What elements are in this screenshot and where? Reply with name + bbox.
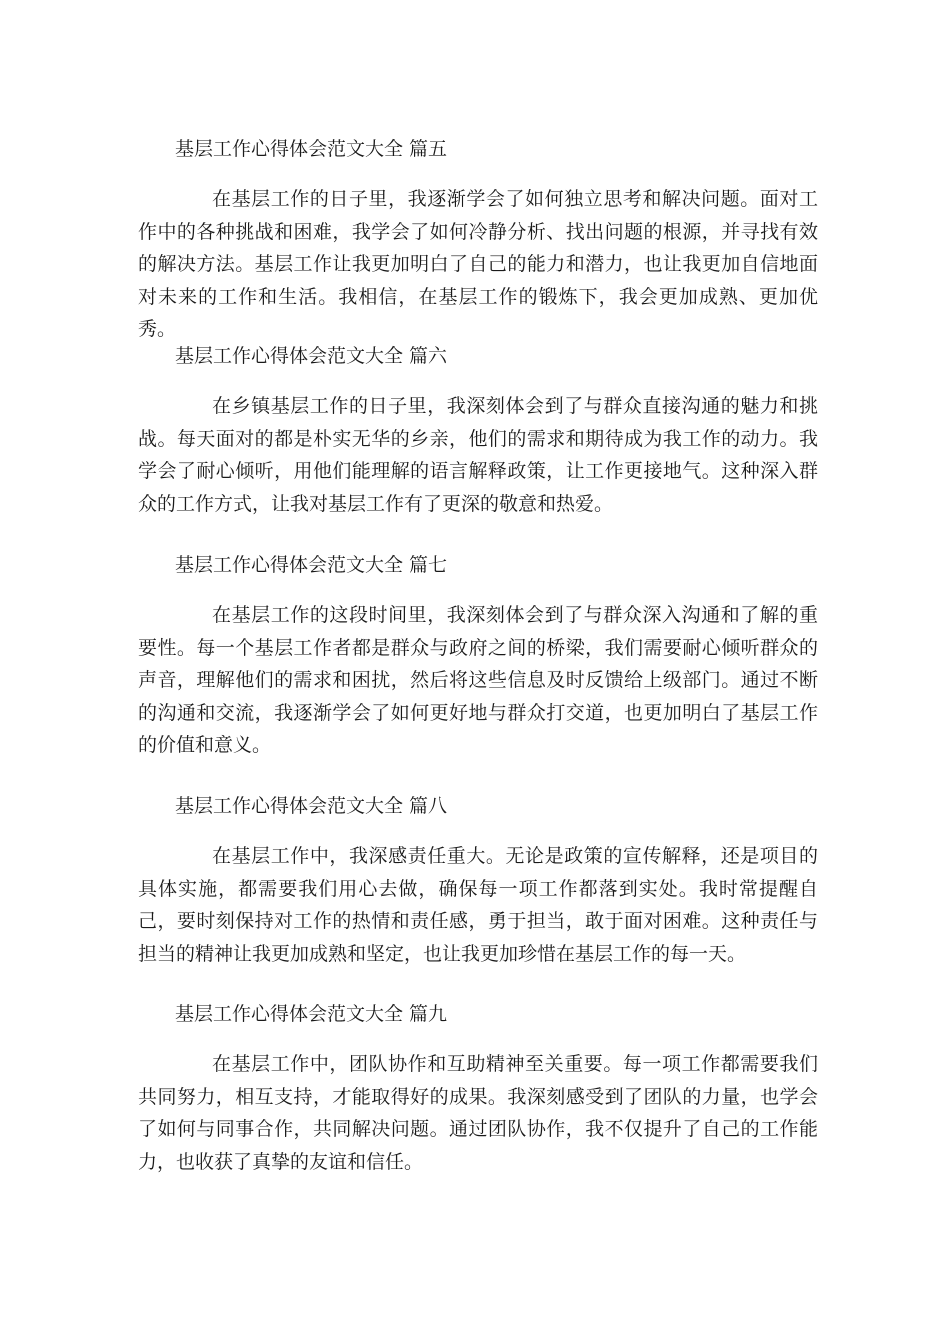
section-body: 在基层工作中，我深感责任重大。无论是政策的宣传解释，还是项目的具体实施，都需要我们用心去做，确保每一项工作都落到实处。我时常提醒自己，要时刻保持对工作的热情和责任感，勇于担当，敢于面对困难。这种责任与担当的精神让我更加成熟和坚定，也让我更加珍惜在基层工作的每一天。 bbox=[138, 845, 818, 965]
section-heading: 基层工作心得体会范文大全 篇九 bbox=[175, 1003, 448, 1025]
section-body: 在基层工作的这段时间里，我深刻体会到了与群众深入沟通和了解的重要性。每一个基层工作者都是群众与政府之间的桥梁，我们需要耐心倾听群众的声音，理解他们的需求和困扰，然后将这些信息及时反馈给上级部门。通过不断的沟通和交流，我逐渐学会了如何更好地与群众打交道，也更加明白了基层工作的价值和意义。 bbox=[138, 604, 818, 756]
section-5 bbox=[138, 137, 818, 346]
section-heading: 基层工作心得体会范文大全 篇八 bbox=[175, 795, 448, 817]
section-7 bbox=[138, 553, 818, 762]
section-body: 在乡镇基层工作的日子里，我深刻体会到了与群众直接沟通的魅力和挑战。每天面对的都是朴实无华的乡亲，他们的需求和期待成为我工作的动力。我学会了耐心倾听，用他们能理解的语言解释政策，让工作更接地气。这种深入群众的工作方式，让我对基层工作有了更深的敬意和热爱。 bbox=[138, 395, 818, 515]
section-6 bbox=[138, 344, 818, 520]
section-heading: 基层工作心得体会范文大全 篇六 bbox=[175, 345, 448, 367]
section-body: 在基层工作中，团队协作和互助精神至关重要。每一项工作都需要我们共同努力，相互支持，才能取得好的成果。我深刻感受到了团队的力量，也学会了如何与同事合作，共同解决问题。通过团队协作，我不仅提升了自己的工作能力，也收获了真挚的友谊和信任。 bbox=[138, 1053, 818, 1173]
section-8 bbox=[138, 794, 818, 970]
section-body: 在基层工作的日子里，我逐渐学会了如何独立思考和解决问题。面对工作中的各种挑战和困难，我学会了如何冷静分析、找出问题的根源，并寻找有效的解决方法。基层工作让我更加明白了自己的能力和潜力，也让我更加自信地面对未来的工作和生活。我相信，在基层工作的锻炼下，我会更加成熟、更加优秀。 bbox=[138, 188, 818, 340]
section-9 bbox=[138, 1002, 818, 1178]
section-heading: 基层工作心得体会范文大全 篇五 bbox=[175, 138, 448, 160]
section-heading: 基层工作心得体会范文大全 篇七 bbox=[175, 554, 448, 576]
